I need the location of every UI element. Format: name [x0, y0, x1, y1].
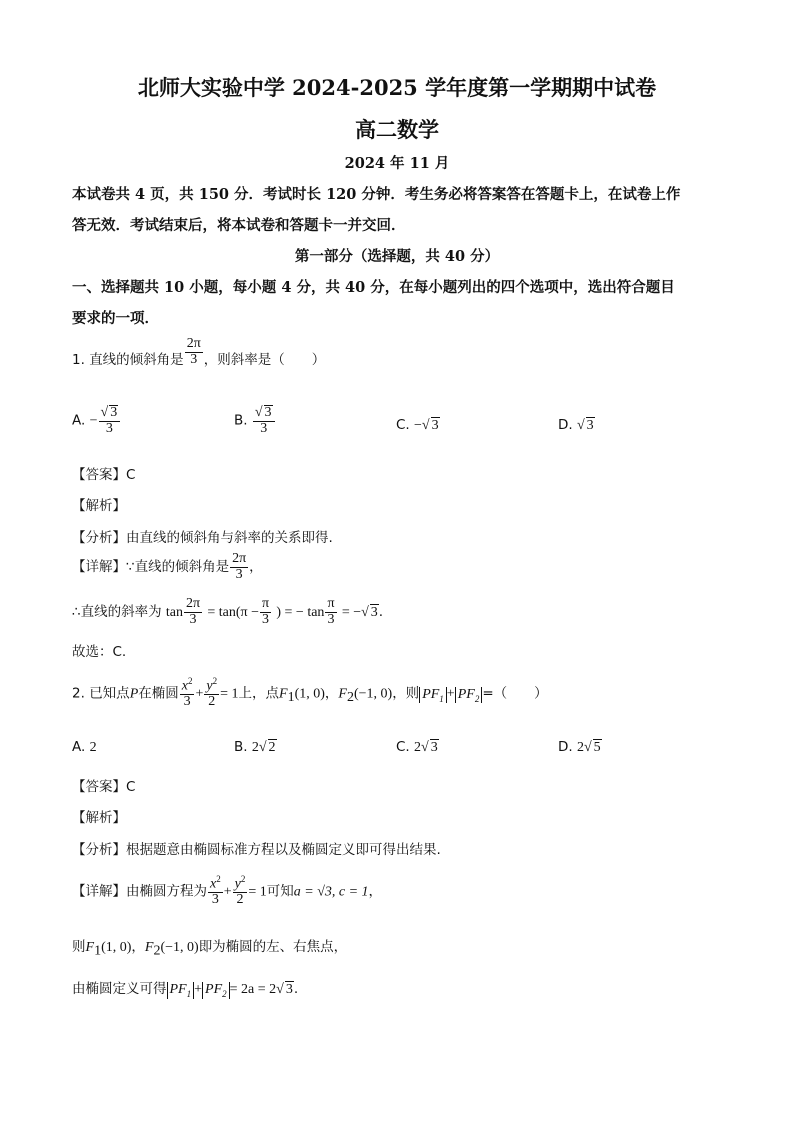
q2-option-d: D. 2√ 5 [558, 739, 601, 755]
part1-intro-line2: 要求的一项． [72, 310, 159, 327]
instructions-line2: 答无效．考试结束后，将本试卷和答题卡一并交回． [72, 217, 406, 234]
q1-option-c: C. −√ 3 [396, 417, 439, 433]
instructions-line1: 本试卷共 4 页，共 150 分．考试时长 120 分钟．考生务必将答案答在答题卡上，在试卷上作 [72, 186, 681, 203]
q1-option-a: A. − $\frac{√ 3}{3}$ [72, 405, 121, 436]
q2-definition-line: 由椭圆定义可得 $PF_1 + PF_2 = 2a = 2√$ 3. [72, 981, 299, 999]
q1-option-b: B. $\frac{√ 3}{3}$ [234, 405, 276, 436]
q1-number: 1. [72, 352, 85, 369]
q2-option-b: B. 2√ 2 [234, 739, 276, 755]
q2-foci-line: 则$F_1(1$, 0)，$F_2(-1$, 0)即为椭圆的左、右焦点， [72, 939, 348, 959]
q1-analysis-tag: 【解析】 [72, 498, 126, 514]
q1-fenxi: 【分析】由直线的倾斜角与斜率的关系即得. [72, 530, 333, 546]
q2-fenxi: 【分析】根据题意由椭圆标准方程以及椭圆定义即可得出结果. [72, 842, 441, 858]
q1-conclusion: 故选：C. [72, 644, 127, 660]
q2-option-a: A. 2 [72, 739, 97, 755]
q1-answer: 【答案】C [72, 467, 136, 483]
q1-stem-b: ，则斜率是（ ） [203, 352, 326, 369]
q1-xiangjie: 【详解】∵直线的倾斜角是 $\frac{2\pi}{3}$ ， [72, 551, 263, 582]
q1-option-d: D. √ 3 [558, 417, 594, 433]
exam-subtitle: 高二数学 [355, 117, 439, 142]
q1-stem-a: 直线的倾斜角是 [89, 352, 184, 369]
q1-angle-fraction: $\frac{2\pi}{3}$ [186, 336, 201, 367]
q2-answer: 【答案】C [72, 779, 136, 795]
exam-title: 北师大实验中学 2024-2025 学年度第一学期期中试卷 [137, 75, 657, 100]
part1-intro-line1: 一、选择题共 10 小题，每小题 4 分，共 40 分，在每小题列出的四个选项中，选出符合题目 [72, 279, 675, 296]
q2-stem: 2. 已知点P在椭圆 $\frac{x^2}{3}$ + $\frac{y^2}{2}$ = 1上，点$F_1(1$, 0)，$F_2(-1$, 0)，则 $PF_1 + PF_2$ =（ ） [72, 676, 548, 710]
q2-option-c: C. 2√ 3 [396, 739, 438, 755]
q1-slope-line: ∴直线的斜率为 tan $\frac{2\pi}{3}$ = tan(π − $\frac{\pi}{3}$ ) = − tan $\frac{\pi}{3}$ = −√ 3. [72, 596, 384, 627]
q2-analysis-tag: 【解析】 [72, 810, 126, 826]
q2-xiangjie: 【详解】由椭圆方程为 $\frac{x^2}{3}$ + $\frac{y^2}{2}$ = 1可知a = √3, c = 1， [72, 874, 383, 908]
exam-date: 2024 年 11 月 [344, 155, 450, 172]
q1-stem [72, 336, 326, 375]
part1-heading: 第一部分（选择题，共 40 分） [294, 248, 500, 265]
